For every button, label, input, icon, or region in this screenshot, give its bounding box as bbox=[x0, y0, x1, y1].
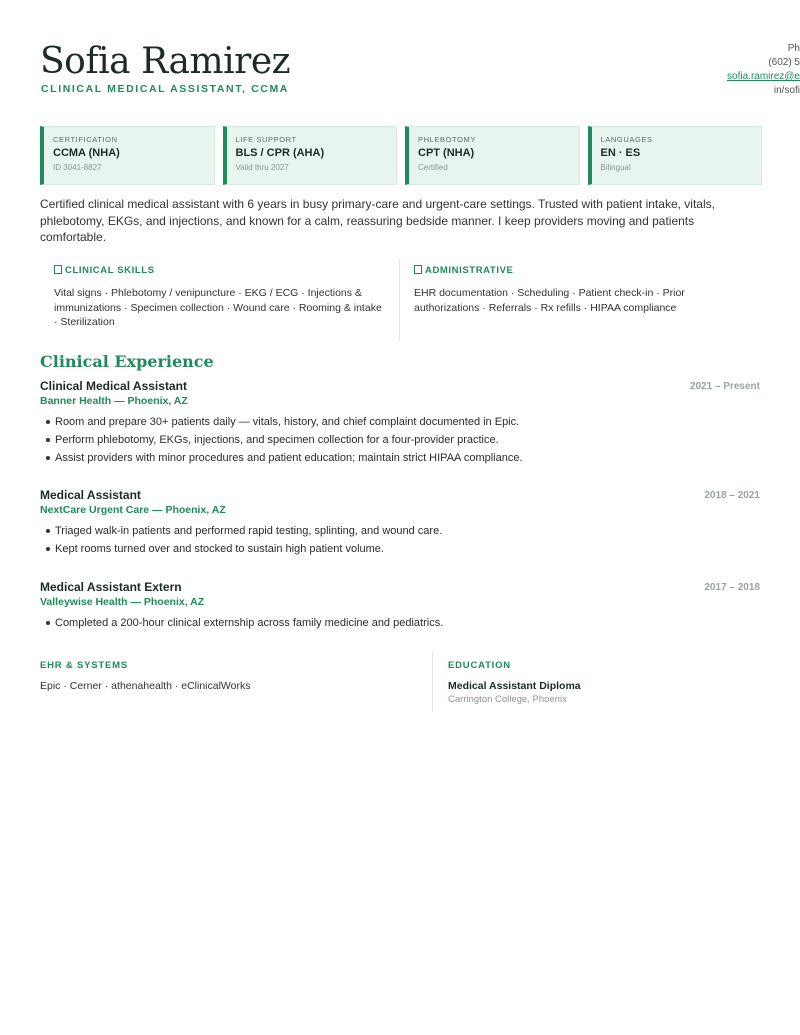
clinical-skills-list: Vital signs · Phlebotomy / venipuncture · EKG / ECG · Injections & immunizations · Specimen collection · Wound care · Rooming & intake · Sterilization bbox=[54, 287, 382, 328]
job-entry bbox=[40, 580, 760, 632]
education-school: Carrington College, Phoenix bbox=[448, 694, 567, 705]
card-value: CPT (NHA) bbox=[418, 147, 475, 159]
card-certification bbox=[40, 126, 215, 185]
administrative-heading-text: ADMINISTRATIVE bbox=[425, 265, 514, 276]
job-bullet: Assist providers with minor procedures and patient education; maintain strict HIPAA compliance. bbox=[40, 449, 760, 467]
card-sub: Certified bbox=[418, 163, 448, 172]
job-dates: 2021 – Present bbox=[689, 381, 760, 392]
credential-cards bbox=[40, 126, 762, 185]
job-bullet: Triaged walk-in patients and performed rapid testing, splinting, and wound care. bbox=[40, 522, 760, 540]
card-label: LANGUAGES bbox=[600, 135, 653, 144]
job-org: Banner Health — Phoenix, AZ bbox=[40, 395, 188, 407]
card-languages bbox=[588, 126, 763, 185]
experience-heading: Clinical Experience bbox=[40, 352, 214, 371]
job-bullets bbox=[40, 614, 760, 632]
card-label: PHLEBOTOMY bbox=[418, 135, 476, 144]
administrative-icon bbox=[414, 265, 422, 274]
job-role: Medical Assistant bbox=[40, 488, 141, 502]
ehr-heading: EHR & SYSTEMS bbox=[40, 660, 128, 671]
contact-linkedin: in/sofi bbox=[773, 85, 800, 96]
job-bullet: Room and prepare 30+ patients daily — vitals, history, and chief complaint documented in Epic. bbox=[40, 413, 760, 431]
card-sub: ID 3041-8827 bbox=[53, 163, 102, 172]
clinical-skills-heading-text: CLINICAL SKILLS bbox=[65, 265, 155, 276]
administrative-skills-panel bbox=[400, 259, 762, 341]
card-life-support bbox=[223, 126, 398, 185]
card-value: BLS / CPR (AHA) bbox=[235, 147, 325, 159]
card-sub: Valid thru 2027 bbox=[235, 163, 289, 172]
card-value: EN · ES bbox=[600, 147, 641, 159]
card-value: CCMA (NHA) bbox=[53, 147, 120, 159]
job-bullet: Kept rooms turned over and stocked to sustain high patient volume. bbox=[40, 540, 760, 558]
summary-paragraph: Certified clinical medical assistant with 6 years in busy primary-care and urgent-care settings. Trusted with patient intake, vitals, phlebotomy, EKGs, and injections, and known for a calm, reassuring bedside manner. I keep providers moving and patients comfortable. bbox=[40, 197, 715, 244]
ehr-systems-panel bbox=[40, 652, 433, 712]
job-entry bbox=[40, 379, 760, 467]
job-bullets bbox=[40, 522, 760, 558]
job-bullet: Perform phlebotomy, EKGs, injections, and specimen collection for a four-provider practice. bbox=[40, 431, 760, 449]
education-degree: Medical Assistant Diploma bbox=[448, 680, 581, 692]
contact-phone: (602) 5 bbox=[768, 57, 800, 68]
job-role: Medical Assistant Extern bbox=[40, 580, 182, 594]
contact-phone-label: Ph bbox=[787, 43, 800, 54]
ehr-list: Epic · Cerner · athenahealth · eClinicalWorks bbox=[40, 680, 251, 692]
candidate-name: Sofia Ramirez bbox=[40, 41, 291, 82]
card-label: CERTIFICATION bbox=[53, 135, 118, 144]
administrative-heading bbox=[414, 265, 748, 276]
clinical-skills-icon bbox=[54, 265, 62, 274]
administrative-skills-list: EHR documentation · Scheduling · Patient check-in · Prior authorizations · Referrals · Rx refills · HIPAA compliance bbox=[414, 287, 685, 314]
clinical-skills-panel bbox=[40, 259, 400, 341]
job-dates: 2017 – 2018 bbox=[704, 582, 760, 593]
card-sub: Bilingual bbox=[600, 163, 631, 172]
education-panel bbox=[433, 652, 762, 712]
education-heading: EDUCATION bbox=[448, 660, 511, 671]
job-dates: 2018 – 2021 bbox=[704, 490, 760, 501]
job-bullets bbox=[40, 413, 760, 467]
job-role: Clinical Medical Assistant bbox=[40, 379, 187, 393]
job-org: Valleywise Health — Phoenix, AZ bbox=[40, 596, 205, 608]
job-bullet: Completed a 200-hour clinical externship across family medicine and pediatrics. bbox=[40, 614, 760, 632]
clinical-skills-heading bbox=[54, 265, 385, 276]
card-phlebotomy bbox=[405, 126, 580, 185]
job-org: NextCare Urgent Care — Phoenix, AZ bbox=[40, 504, 226, 516]
job-entry bbox=[40, 488, 760, 558]
skills-panels bbox=[40, 259, 762, 341]
contact-email-link[interactable]: sofia.ramirez@e bbox=[727, 71, 800, 82]
bottom-section bbox=[40, 652, 762, 712]
contact-block bbox=[710, 42, 800, 98]
card-label: LIFE SUPPORT bbox=[235, 135, 297, 144]
candidate-title: CLINICAL MEDICAL ASSISTANT, CCMA bbox=[41, 83, 289, 95]
